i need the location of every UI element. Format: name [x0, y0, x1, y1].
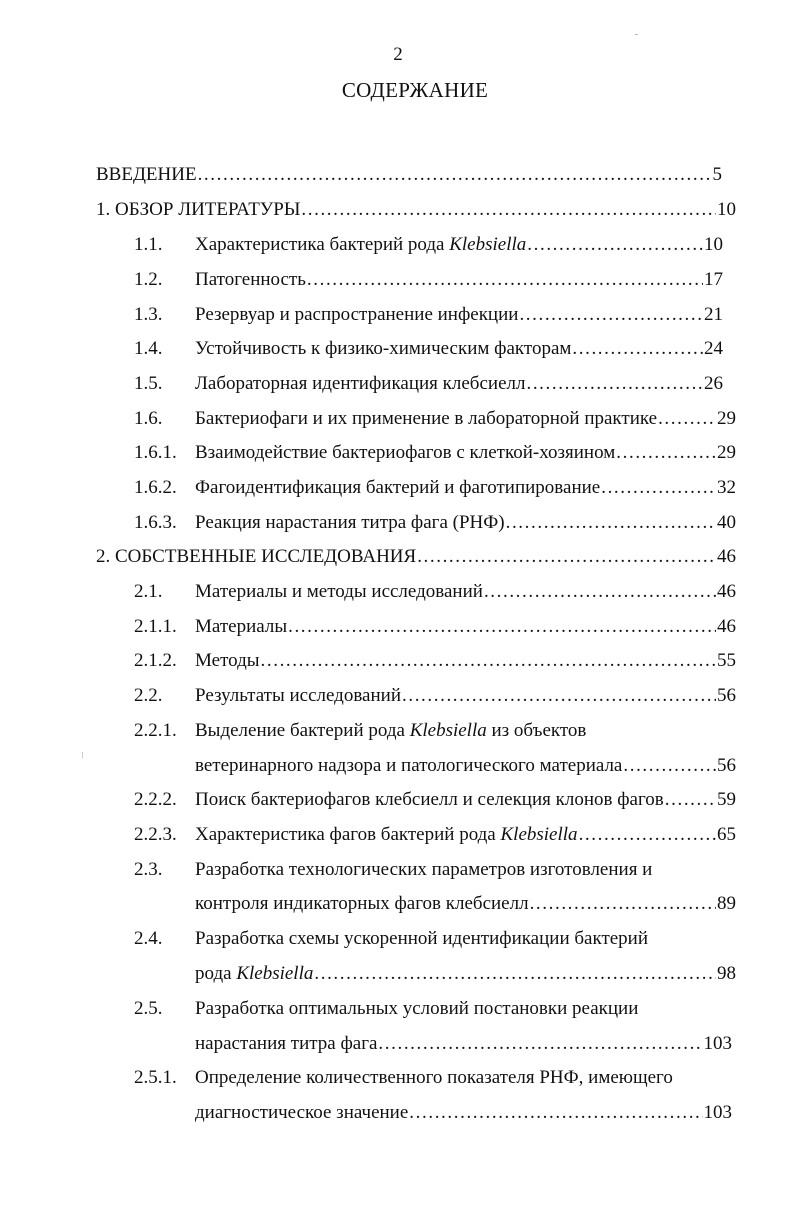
toc-entry-text: Лабораторная идентификация клебсиелл — [195, 373, 526, 394]
dot-leader — [307, 266, 703, 294]
toc-entry-text: Разработка технологических параметров изготовления и — [195, 859, 653, 880]
toc-entry-text: Устойчивость к физико-химическим факторам — [195, 338, 572, 359]
dot-leader — [417, 543, 716, 571]
toc-entry-row — [195, 578, 736, 606]
toc-title: СОДЕРЖАНИЕ — [341, 78, 489, 102]
toc-entry-row — [195, 231, 723, 259]
toc-page-number: 56 — [717, 685, 736, 706]
toc-section-number: 1.6. — [134, 408, 163, 429]
toc-page-number: 10 — [704, 234, 723, 255]
toc-entry-title — [195, 335, 571, 363]
dot-leader — [601, 474, 716, 502]
dot-leader — [314, 960, 716, 988]
dot-leader — [527, 231, 703, 259]
toc-section-number: 2.1.2. — [134, 650, 177, 671]
dot-leader — [572, 335, 703, 363]
toc-entry-row — [195, 821, 736, 849]
toc-entry-row — [195, 960, 736, 988]
toc-entry-text: 2. СОБСТВЕННЫЕ ИССЛЕДОВАНИЯ — [96, 546, 417, 567]
toc-entry-title — [195, 439, 615, 467]
toc-entry-row — [195, 301, 723, 329]
dot-leader — [378, 1030, 702, 1058]
toc-entry-text-tail: из объектов — [486, 720, 587, 741]
toc-entry-cont-text: нарастания титра фага — [195, 1033, 378, 1054]
toc-entry-title — [195, 925, 648, 953]
toc-entry-text: Фагоидентификация бактерий и фаготипирование — [195, 477, 601, 498]
toc-entry-row — [195, 509, 736, 537]
scan-speck — [82, 752, 83, 758]
toc-entry-text: Материалы и методы исследований — [195, 581, 483, 602]
dot-leader — [261, 647, 716, 675]
dot-leader — [519, 301, 703, 329]
dot-leader — [530, 890, 716, 918]
toc-page-number: 46 — [717, 616, 736, 637]
dot-leader — [198, 161, 712, 189]
toc-page-number: 89 — [717, 893, 736, 914]
toc-entry-italic: Klebsiella — [500, 824, 578, 845]
page-number: 2 — [393, 44, 403, 65]
toc-page-number: 46 — [717, 581, 736, 602]
dot-leader — [409, 1099, 702, 1127]
dot-leader — [526, 370, 703, 398]
toc-entry-text: Характеристика фагов бактерий рода — [195, 824, 501, 845]
toc-entry-text: Реакция нарастания титра фага (РНФ) — [195, 512, 505, 533]
dot-leader — [579, 821, 716, 849]
toc-entry-text: Результаты исследований — [195, 685, 401, 706]
toc-entry-cont-text: ветеринарного надзора и патологического материала — [195, 755, 623, 776]
toc-page-number: 5 — [712, 164, 722, 185]
toc-entry-title — [96, 196, 300, 224]
toc-entry-text: Резервуар и распространение инфекции — [195, 304, 519, 325]
dot-leader — [402, 682, 716, 710]
toc-entry-text: Характеристика бактерий рода — [195, 234, 450, 255]
toc-entry-text: Взаимодействие бактериофагов с клеткой-хозяином — [195, 442, 616, 463]
toc-entry-text: Методы — [195, 650, 260, 671]
toc-entry-title — [195, 1099, 408, 1127]
toc-entry-title — [96, 543, 416, 571]
toc-section-number: 1.4. — [134, 338, 163, 359]
toc-page-number: 55 — [717, 650, 736, 671]
toc-entry-text: Разработка оптимальных условий постановки реакции — [195, 998, 639, 1019]
toc-entry-title — [195, 266, 306, 294]
toc-entry-title — [96, 161, 197, 189]
toc-page-number: 98 — [717, 963, 736, 984]
toc-entry-row — [96, 196, 736, 224]
toc-entry-title — [195, 1067, 673, 1088]
toc-entry-row — [195, 613, 736, 641]
toc-section-number: 2.4. — [134, 928, 163, 949]
dot-leader — [665, 786, 716, 814]
toc-entry-row — [195, 474, 736, 502]
toc-section-number: 1.6.1. — [134, 442, 177, 463]
toc-entry-title — [195, 998, 638, 1019]
toc-entry-title — [195, 301, 518, 329]
toc-entry-text: Выделение бактерий рода — [195, 720, 410, 741]
toc-entry-title — [195, 859, 652, 880]
toc-page-number: 10 — [717, 199, 736, 220]
toc-section-number: 1.1. — [134, 234, 163, 255]
toc-entry-title — [195, 682, 401, 710]
toc-entry-title — [195, 509, 505, 537]
toc-entry-cont-text: рода — [195, 963, 237, 984]
toc-section-number: 1.5. — [134, 373, 163, 394]
toc-entry-row — [195, 266, 723, 294]
toc-entry-text: Патогенность — [195, 269, 306, 290]
toc-entry-text: Разработка схемы ускоренной идентификации бактерий — [195, 928, 649, 949]
toc-entry-title — [195, 717, 586, 745]
toc-section-number: 2.2.3. — [134, 824, 177, 845]
toc-entry-text: Определение количественного показателя РНФ, имеющего — [195, 1067, 673, 1088]
toc-page-number: 24 — [704, 338, 723, 359]
toc-page-number: 26 — [704, 373, 723, 394]
toc-section-number: 2.3. — [134, 859, 163, 880]
toc-page-number: 21 — [704, 304, 723, 325]
toc-entry-cont-text: контроля индикаторных фагов клебсиелл — [195, 893, 529, 914]
toc-entry-title — [195, 720, 586, 741]
toc-entry-row — [195, 1099, 732, 1127]
toc-entry-title — [195, 405, 657, 433]
toc-section-number: 1.6.2. — [134, 477, 177, 498]
toc-entry-title — [195, 578, 483, 606]
toc-page-number: 56 — [717, 755, 736, 776]
toc-entry-title — [195, 856, 652, 884]
toc-page-number: 29 — [717, 442, 736, 463]
toc-entry-row — [195, 682, 736, 710]
toc-entry-row — [96, 161, 722, 189]
toc-entry-row — [195, 439, 736, 467]
toc-entry-row — [195, 752, 736, 780]
dot-leader — [484, 578, 716, 606]
toc-entry-row — [195, 1030, 732, 1058]
toc-page-number: 103 — [703, 1033, 732, 1054]
toc-entry-title — [195, 821, 578, 849]
toc-page-number: 65 — [717, 824, 736, 845]
toc-page-number: 40 — [717, 512, 736, 533]
toc-entry-title — [195, 647, 260, 675]
toc-entry-text: Материалы — [195, 616, 288, 637]
dot-leader — [506, 509, 716, 537]
toc-entry-title — [195, 890, 529, 918]
dot-leader — [623, 752, 716, 780]
toc-section-number: 2.1. — [134, 581, 163, 602]
toc-entry-cont-italic: Klebsiella — [236, 963, 314, 984]
toc-page-number: 103 — [703, 1102, 732, 1123]
dot-leader — [616, 439, 716, 467]
toc-entry-row — [195, 647, 736, 675]
scan-speck — [635, 34, 638, 35]
toc-entry-row — [195, 335, 723, 363]
toc-section-number: 2.2. — [134, 685, 163, 706]
toc-entry-italic: Klebsiella — [449, 234, 527, 255]
toc-entry-title — [195, 995, 638, 1023]
toc-section-number: 2.2.1. — [134, 720, 177, 741]
toc-page-number: 59 — [717, 789, 736, 810]
toc-entry-cont-text: диагностическое значение — [195, 1102, 409, 1123]
toc-entry-italic: Klebsiella — [409, 720, 487, 741]
toc-entry-row — [195, 370, 723, 398]
toc-entry-row — [96, 543, 736, 571]
toc-section-number: 2.5.1. — [134, 1067, 177, 1088]
toc-section-number: 2.1.1. — [134, 616, 177, 637]
toc-entry-row — [195, 890, 736, 918]
toc-section-number: 1.2. — [134, 269, 163, 290]
toc-entry-title — [195, 752, 622, 780]
toc-entry-title — [195, 370, 525, 398]
toc-section-number: 2.5. — [134, 998, 163, 1019]
toc-page-number: 46 — [717, 546, 736, 567]
toc-entry-title — [195, 1030, 377, 1058]
toc-entry-title — [195, 960, 313, 988]
toc-page-number: 32 — [717, 477, 736, 498]
toc-section-number: 1.3. — [134, 304, 163, 325]
toc-entry-text: ВВЕДЕНИЕ — [96, 164, 197, 185]
toc-entry-text: Поиск бактериофагов клебсиелл и селекция клонов фагов — [195, 789, 664, 810]
toc-entry-row — [195, 786, 736, 814]
toc-entry-text: Бактериофаги и их применение в лабораторной практике — [195, 408, 658, 429]
toc-section-number: 2.2.2. — [134, 789, 177, 810]
dot-leader — [301, 196, 716, 224]
toc-page-number: 17 — [704, 269, 723, 290]
toc-entry-title — [195, 231, 526, 259]
toc-entry-title — [195, 786, 664, 814]
toc-entry-title — [195, 928, 648, 949]
toc-entry-title — [195, 474, 600, 502]
toc-entry-text: 1. ОБЗОР ЛИТЕРАТУРЫ — [96, 199, 301, 220]
toc-page-number: 29 — [717, 408, 736, 429]
toc-entry-title — [195, 613, 287, 641]
toc-section-number: 1.6.3. — [134, 512, 177, 533]
dot-leader — [658, 405, 716, 433]
toc-entry-title — [195, 1064, 673, 1092]
toc-entry-row — [195, 405, 736, 433]
dot-leader — [288, 613, 716, 641]
